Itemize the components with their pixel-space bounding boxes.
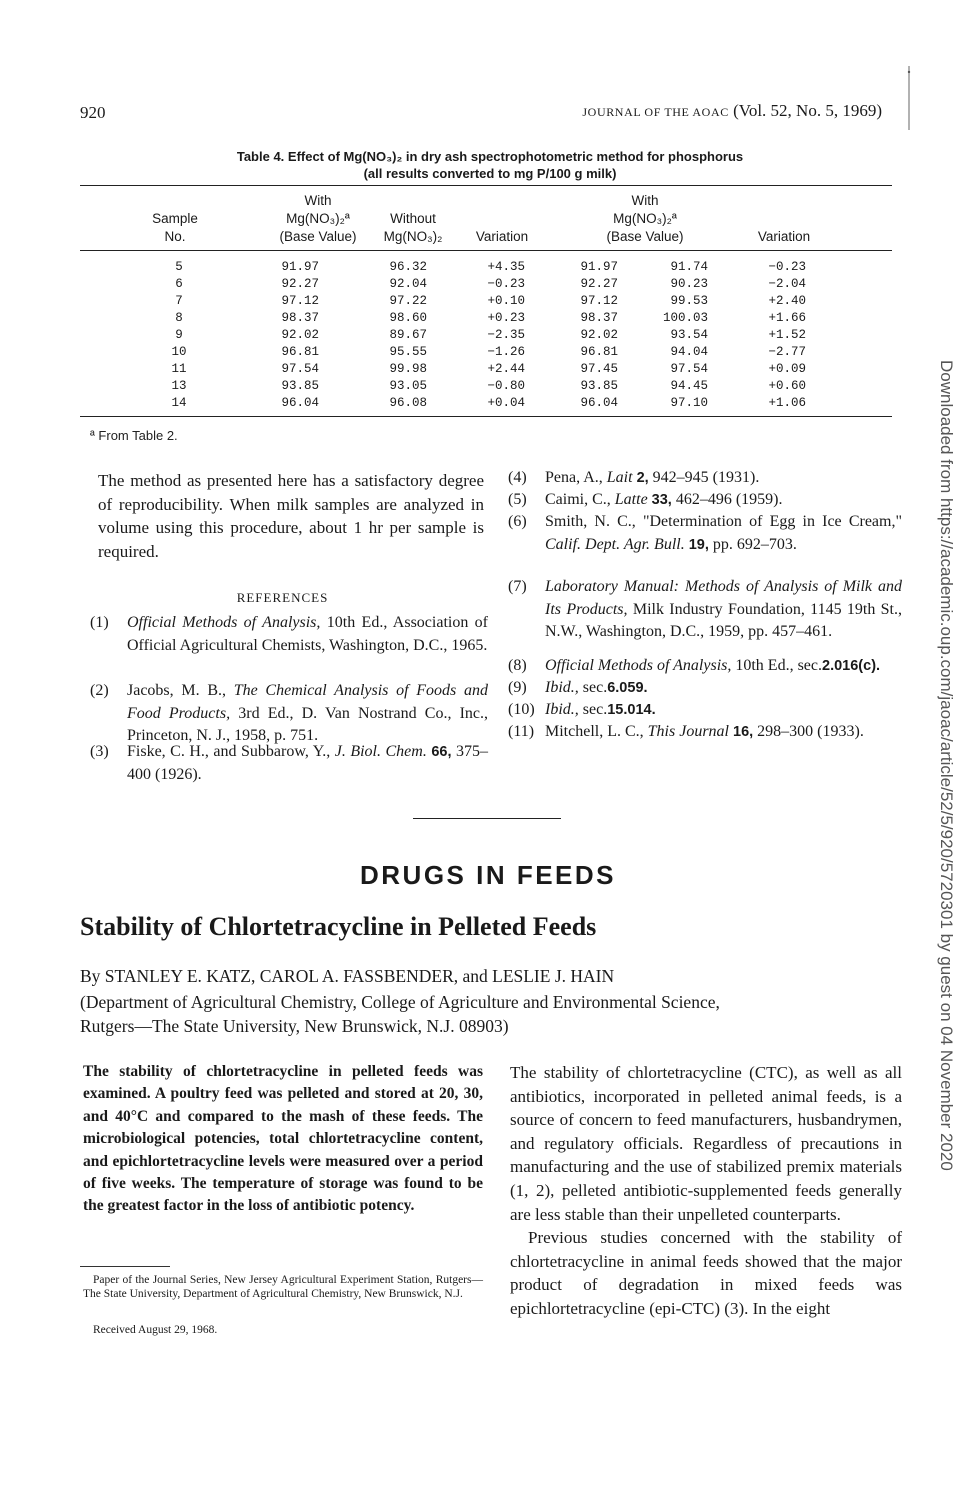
article-footnote: Paper of the Journal Series, New Jersey Agricultural Experiment Station, Rutgers—The State University, Department of Agricultural Chemistry, New Brunswick, N.J. [83,1274,483,1300]
reference-rest: 375–400 (1926). [127,743,488,783]
table-header-rule [80,250,892,251]
cell-variation-2: +0.09 [768,362,806,376]
reference-rest: pp. 692–703. [712,535,797,553]
reference-rest: 298–300 (1933). [757,723,864,740]
reference-rest: 10th Ed., Association of Official Agricultural Chemists, Washington, D.C., 1965. [127,614,489,654]
cell-variation: −2.35 [487,328,525,342]
header-with2-line2: Mg(NO₃)₂ª [613,211,677,226]
cell-with-mg: 97.10 [670,396,708,410]
header-without-line2: Mg(NO₃)₂ [383,229,443,244]
cell-variation: +0.04 [487,396,525,410]
header-without [373,210,453,246]
header-without-line1: Without [390,211,436,226]
reference-bold: 16, [733,724,754,740]
header-with-base [265,192,371,246]
reference-text [545,511,902,556]
reference-text [545,655,902,678]
reference-rest: 3rd Ed., D. Van Nostrand Co., Inc., Princeton, N. J., 1958, p. 751. [127,704,489,744]
reference-bold: 19, [688,536,709,553]
table-caption-line2: (all results converted to mg P/100 g milk) [363,166,617,181]
reference-text [127,741,488,786]
article-affiliation-line2: Rutgers—The State University, New Brunswick, N.J. 08903) [80,1016,509,1036]
cell-with: 97.12 [281,294,319,308]
reference-text [127,612,488,657]
cell-with-mg: 97.54 [670,362,708,376]
reference-pre: Jacobs, M. B., [127,682,234,699]
reference-text [545,467,902,490]
reference-text [545,576,902,644]
reference-italic: This Journal [647,723,729,740]
cell-with: 98.37 [281,311,319,325]
cell-with-mg: 94.04 [670,345,708,359]
cell-with: 96.81 [281,345,319,359]
cell-sample: 13 [171,379,187,393]
cell-with: 91.97 [281,260,319,274]
header-with2-line1: With [631,193,659,208]
reference-text [127,680,488,748]
cell-variation: +0.23 [487,311,525,325]
reference-number: (1) [90,614,109,631]
reference-number: (4) [508,469,527,486]
reference-number: (2) [90,682,109,699]
cell-with-base-2: 96.81 [580,345,618,359]
cell-with-mg: 93.54 [670,328,708,342]
cell-variation: −0.23 [487,277,525,291]
reference-number: (5) [508,491,527,508]
cell-with-mg: 90.23 [670,277,708,291]
cell-without: 93.05 [389,379,427,393]
article-title: Stability of Chlortetracycline in Pelleted Feeds [80,912,597,941]
cell-with-base-2: 92.27 [580,277,618,291]
received-date: Received August 29, 1968. [93,1324,218,1336]
cell-variation-2: +0.60 [768,379,806,393]
cell-variation: +4.35 [487,260,525,274]
reference-text [545,677,902,700]
cell-sample: 10 [171,345,187,359]
header-sample-line1: Sample [152,211,198,226]
scan-edge-mark [885,66,913,130]
reference-rest: 10th Ed., sec. [735,657,823,674]
reference-italic: Ibid., [545,701,579,718]
header-with-line1: With [304,193,332,208]
cell-with-base-2: 93.85 [580,379,618,393]
cell-with-mg: 99.53 [670,294,708,308]
cell-sample: 6 [175,277,183,291]
reference-text [545,721,902,744]
cell-with: 92.02 [281,328,319,342]
cell-variation-2: +2.40 [768,294,806,308]
cell-sample: 11 [171,362,187,376]
cell-variation: +0.10 [487,294,525,308]
reference-pre: Smith, N. C., "Determination of Egg in Ice Cream," [545,513,902,530]
reference-italic: Calif. Dept. Agr. Bull. [545,535,685,553]
reference-pre: Pena, A., [545,469,607,486]
journal-name: JOURNAL OF THE AOAC [582,105,729,119]
reference-number: (9) [508,679,527,696]
article-affiliation-line1: (Department of Agricultural Chemistry, College of Agriculture and Environmental Science, [80,992,720,1012]
cell-with: 92.27 [281,277,319,291]
cell-variation-2: +1.66 [768,311,806,325]
cell-without: 96.32 [389,260,427,274]
header-sample-line2: No. [164,229,186,244]
cell-sample: 9 [175,328,183,342]
header-variation-1: Variation [475,229,529,244]
reference-number: (6) [508,513,527,530]
article-abstract: The stability of chlortetracycline in pelleted feeds was examined. A poultry feed was pelleted and stored at 20, 30, and 40°C and compared to the mash of these feeds. The microbiological potencies, total chlortetracycline content, and epichlortetracycline levels were measured over a period of five weeks. The temperature of storage was found to be the greatest factor in the loss of antibiotic potency. [83,1063,483,1215]
reference-rest: Milk Industry Foundation, 1145 19th St., N.W., Washington, D.C., 1959, pp. 457–461. [545,600,903,640]
reference-number: (11) [508,723,535,740]
cell-variation: −0.80 [487,379,525,393]
references-heading: REFERENCES [236,590,329,605]
reference-rest: sec. [582,701,608,718]
header-with-line2: Mg(NO₃)₂ª [286,211,350,226]
cell-without: 89.67 [389,328,427,342]
cell-with-base-2: 96.04 [580,396,618,410]
reference-bold-tail: 15.014. [607,702,656,718]
cell-variation-2: −2.04 [768,277,806,291]
cell-variation-2: −2.77 [768,345,806,359]
article-authors: By STANLEY E. KATZ, CAROL A. FASSBENDER, and LESLIE J. HAIN [80,966,615,986]
article-body-column [510,1061,902,1321]
reference-number: (8) [508,657,527,674]
reference-italic: The Chemical Analysis of Foods and Food Products, [127,682,488,722]
table-caption [150,148,830,182]
cell-variation: −1.26 [487,345,525,359]
cell-variation-2: −0.23 [768,260,806,274]
cell-variation-2: +1.06 [768,396,806,410]
reference-bold-tail: 6.059. [607,680,648,696]
cell-sample: 8 [175,311,183,325]
reference-italic: Laboratory Manual: Methods of Analysis of Milk and Its Products, [545,578,902,618]
reference-item [508,721,902,801]
body-paragraph-1: The stability of chlortetracycline (CTC), as well as all antibiotics, incorporated in pelleted animal feeds, is a source of concern to feed manufacturers, husbandrymen, and regulatory officials. Regardless of precautions in manufacturing and the use of stabilized premix materials (1, 2), pelleted antibiotic-supplemented feeds generally are less stable than their unpelleted counterparts. [510,1063,902,1224]
cell-sample: 5 [175,260,183,274]
reference-rest: sec. [582,679,608,696]
cell-without: 99.98 [389,362,427,376]
page-number: 920 [80,103,106,122]
reference-bold: 66, [431,744,452,760]
cell-variation-2: +1.52 [768,328,806,342]
cell-without: 95.55 [389,345,427,359]
cell-without: 92.04 [389,277,427,291]
reference-pre: Fiske, C. H., and Subbarow, Y., [127,743,335,760]
cell-with-base-2: 97.12 [580,294,618,308]
journal-volume: (Vol. 52, No. 5, 1969) [733,101,882,120]
cell-without: 96.08 [389,396,427,410]
header-variation-2: Variation [757,229,811,244]
reference-number: (7) [508,578,527,595]
reference-number: (3) [90,743,109,760]
section-title: DRUGS IN FEEDS [359,860,617,890]
reference-rest: 942–945 (1931). [652,469,760,486]
cell-variation: +2.44 [487,362,525,376]
reference-italic: Lait [606,469,633,486]
section-divider [413,818,561,819]
reference-number: (10) [508,701,535,718]
cell-with: 93.85 [281,379,319,393]
header-with-base-2 [590,192,700,246]
table-top-rule [80,185,892,186]
reference-italic: J. Biol. Chem. [334,743,427,760]
header-with-line3: (Base Value) [279,229,357,244]
cell-with-mg: 94.45 [670,379,708,393]
reference-text [545,699,902,722]
cell-without: 97.22 [389,294,427,308]
reference-bold: 33, [651,492,672,508]
reference-text [545,489,902,512]
reference-italic: Latte [614,491,648,508]
reference-italic: Ibid., [545,679,579,696]
body-paragraph-2: Previous studies concerned with the stability of chlortetracycline in animal feeds showed that the major product of degradation in mixed feeds was epichlortetracycline (epi-CTC) (3). In the eight [510,1228,902,1318]
running-head [582,101,882,121]
cell-with: 97.54 [281,362,319,376]
cell-sample: 7 [175,294,183,308]
cell-with-mg: 91.74 [670,260,708,274]
cell-without: 98.60 [389,311,427,325]
table-caption-line1: Table 4. Effect of Mg(NO₃)₂ in dry ash spectrophotometric method for phosphorus [236,149,744,164]
reference-rest: 462–496 (1959). [675,491,783,508]
header-sample [140,210,210,246]
cell-with-base-2: 98.37 [580,311,618,325]
reference-pre: Mitchell, L. C., [545,723,648,740]
cell-sample: 14 [171,396,187,410]
watermark-text: Downloaded from https://academic.oup.com/jaoac/article/52/5/920/5720301 by guest on 04 November 2020 [937,360,956,1171]
reference-item [90,741,488,821]
cell-with: 96.04 [281,396,319,410]
reference-italic: Official Methods of Analysis, [127,614,321,631]
cell-with-base-2: 92.02 [580,328,618,342]
method-paragraph: The method as presented here has a satisfactory degree of reproducibility. When milk samples are analyzed in volume using this procedure, about 1 hr per sample is required. [98,471,484,561]
reference-bold-tail: 2.016(c). [822,658,881,674]
cell-with-base-2: 97.45 [580,362,618,376]
reference-italic: Official Methods of Analysis, [545,657,732,674]
table-bottom-rule [80,416,892,417]
reference-bold: 2, [636,470,649,486]
header-with2-line3: (Base Value) [606,229,684,244]
reference-item [508,576,902,656]
table-footnote: ª From Table 2. [90,428,178,443]
cell-with-base-2: 91.97 [580,260,618,274]
cell-with-mg: 100.03 [662,311,708,325]
footnote-rule [80,1266,170,1267]
reference-pre: Caimi, C., [545,491,615,508]
